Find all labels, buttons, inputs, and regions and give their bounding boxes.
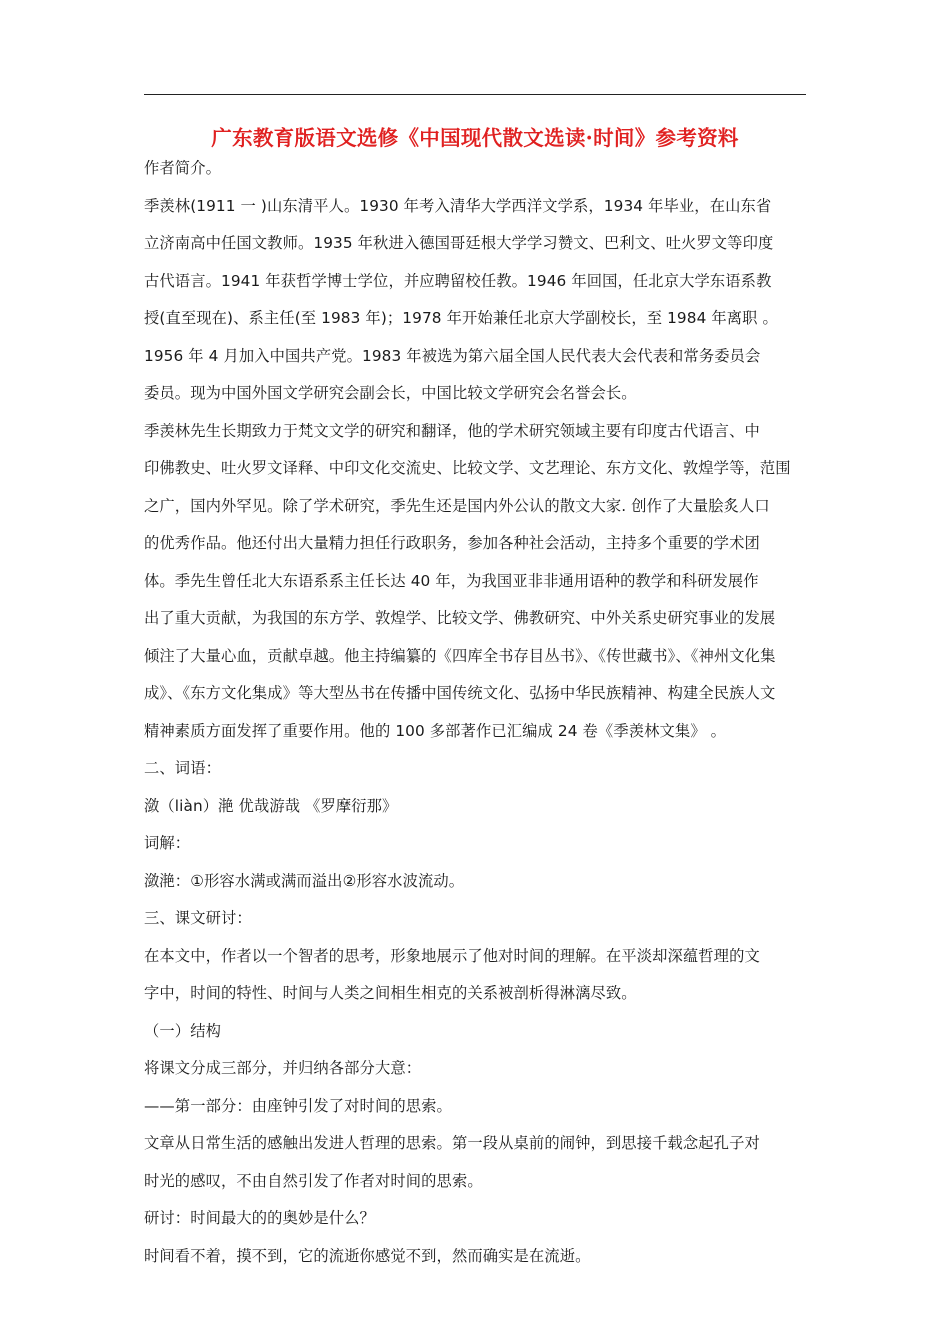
paragraph-line: 授(直至现在)、系主任(至 1983 年)；1978 年开始兼任北京大学副校长，至 1984 年离职 。 — [144, 309, 778, 327]
part-heading: ——第一部分：由座钟引发了对时间的思索。 — [144, 1096, 452, 1115]
paragraph-line: 倾注了大量心血，贡献卓越。他主持编纂的《四库全书存目丛书》、《传世藏书》、《神州文化集 — [144, 646, 776, 665]
paragraph-line: 将课文分成三部分，并归纳各部分大意： — [144, 1059, 422, 1077]
definition-line: 潋滟：①形容水满或满而溢出②形容水波流动。 — [144, 871, 465, 890]
paragraph-line: 精神素质方面发挥了重要作用。他的 100 多部著作已汇编成 24 卷《季羡林文集》 。 — [144, 721, 727, 740]
paragraph-line: 委员。现为中国外国文学研究会副会长，中国比较文学研究会名誉会长。 — [144, 384, 637, 402]
paragraph-line: 立济南高中任国文教师。1935 年秋进入德国哥廷根大学学习赞文、巴利文、吐火罗文等印度 — [144, 234, 774, 252]
subsection-heading-structure: （一）结构 — [144, 1021, 221, 1040]
paragraph-line: 季羡林先生长期致力于梵文文学的研究和翻译，他的学术研究领域主要有印度古代语言、中 — [144, 421, 760, 440]
header-rule — [144, 94, 806, 95]
document-title: 广东教育版语文选修《中国现代散文选读·时间》参考资料 — [211, 126, 739, 150]
question-line: 研讨：时间最大的的奥妙是什么？ — [144, 1209, 375, 1227]
paragraph-line: 体。季先生曾任北大东语系系主任长达 40 年，为我国亚非非通用语种的教学和科研发展作 — [144, 571, 759, 590]
section-label-definitions: 词解： — [144, 834, 191, 852]
section-label-author: 作者简介。 — [144, 159, 221, 177]
section-heading-vocabulary: 二、词语： — [144, 759, 221, 777]
paragraph-line: 古代语言。1941 年获哲学博士学位，并应聘留校任教。1946 年回国，任北京大学东语系教 — [144, 271, 772, 290]
paragraph-line: 之广，国内外罕见。除了学术研究，季先生还是国内外公认的散文大家. 创作了大量脍炙人口 — [144, 496, 770, 515]
paragraph-line: 的优秀作品。他还付出大量精力担任行政职务，参加各种社会活动，主持多个重要的学术团 — [144, 534, 760, 552]
paragraph-line: 成》、《东方文化集成》等大型丛书在传播中国传统文化、弘扬中华民族精神、构建全民族人文 — [144, 684, 776, 702]
paragraph-line: 1956 年 4 月加入中国共产党。1983 年被选为第六届全国人民代表大会代表和常务委员会 — [144, 346, 761, 365]
paragraph-line: 在本文中，作者以一个智者的思考，形象地展示了他对时间的理解。在平淡却深蕴哲理的文 — [144, 946, 760, 965]
paragraph-line: 字中，时间的特性、时间与人类之间相生相克的关系被剖析得淋漓尽致。 — [144, 984, 637, 1002]
paragraph-line: 文章从日常生活的感触出发进人哲理的思索。第一段从桌前的闹钟，到思接千载念起孔子对 — [144, 1134, 760, 1152]
paragraph-line: 时光的感叹，不由自然引发了作者对时间的思索。 — [144, 1171, 483, 1190]
section-heading-study: 三、课文研讨： — [144, 909, 252, 927]
document-body — [144, 150, 810, 1275]
paragraph-line: 出了重大贡献，为我国的东方学、敦煌学、比较文学、佛教研究、中外关系史研究事业的发展 — [144, 609, 776, 627]
vocabulary-line: 潋（liàn）滟 优哉游哉 《罗摩衍那》 — [144, 796, 398, 815]
answer-line: 时间看不着，摸不到，它的流逝你感觉不到，然而确实是在流逝。 — [144, 1246, 591, 1265]
paragraph-line: 季羡林(1911 一 )山东清平人。1930 年考入清华大学西洋文学系，1934 年毕业，在山东省 — [144, 196, 772, 215]
paragraph-line: 印佛教史、吐火罗文译释、中印文化交流史、比较文学、文艺理论、东方文化、敦煌学等，范围 — [144, 459, 791, 477]
